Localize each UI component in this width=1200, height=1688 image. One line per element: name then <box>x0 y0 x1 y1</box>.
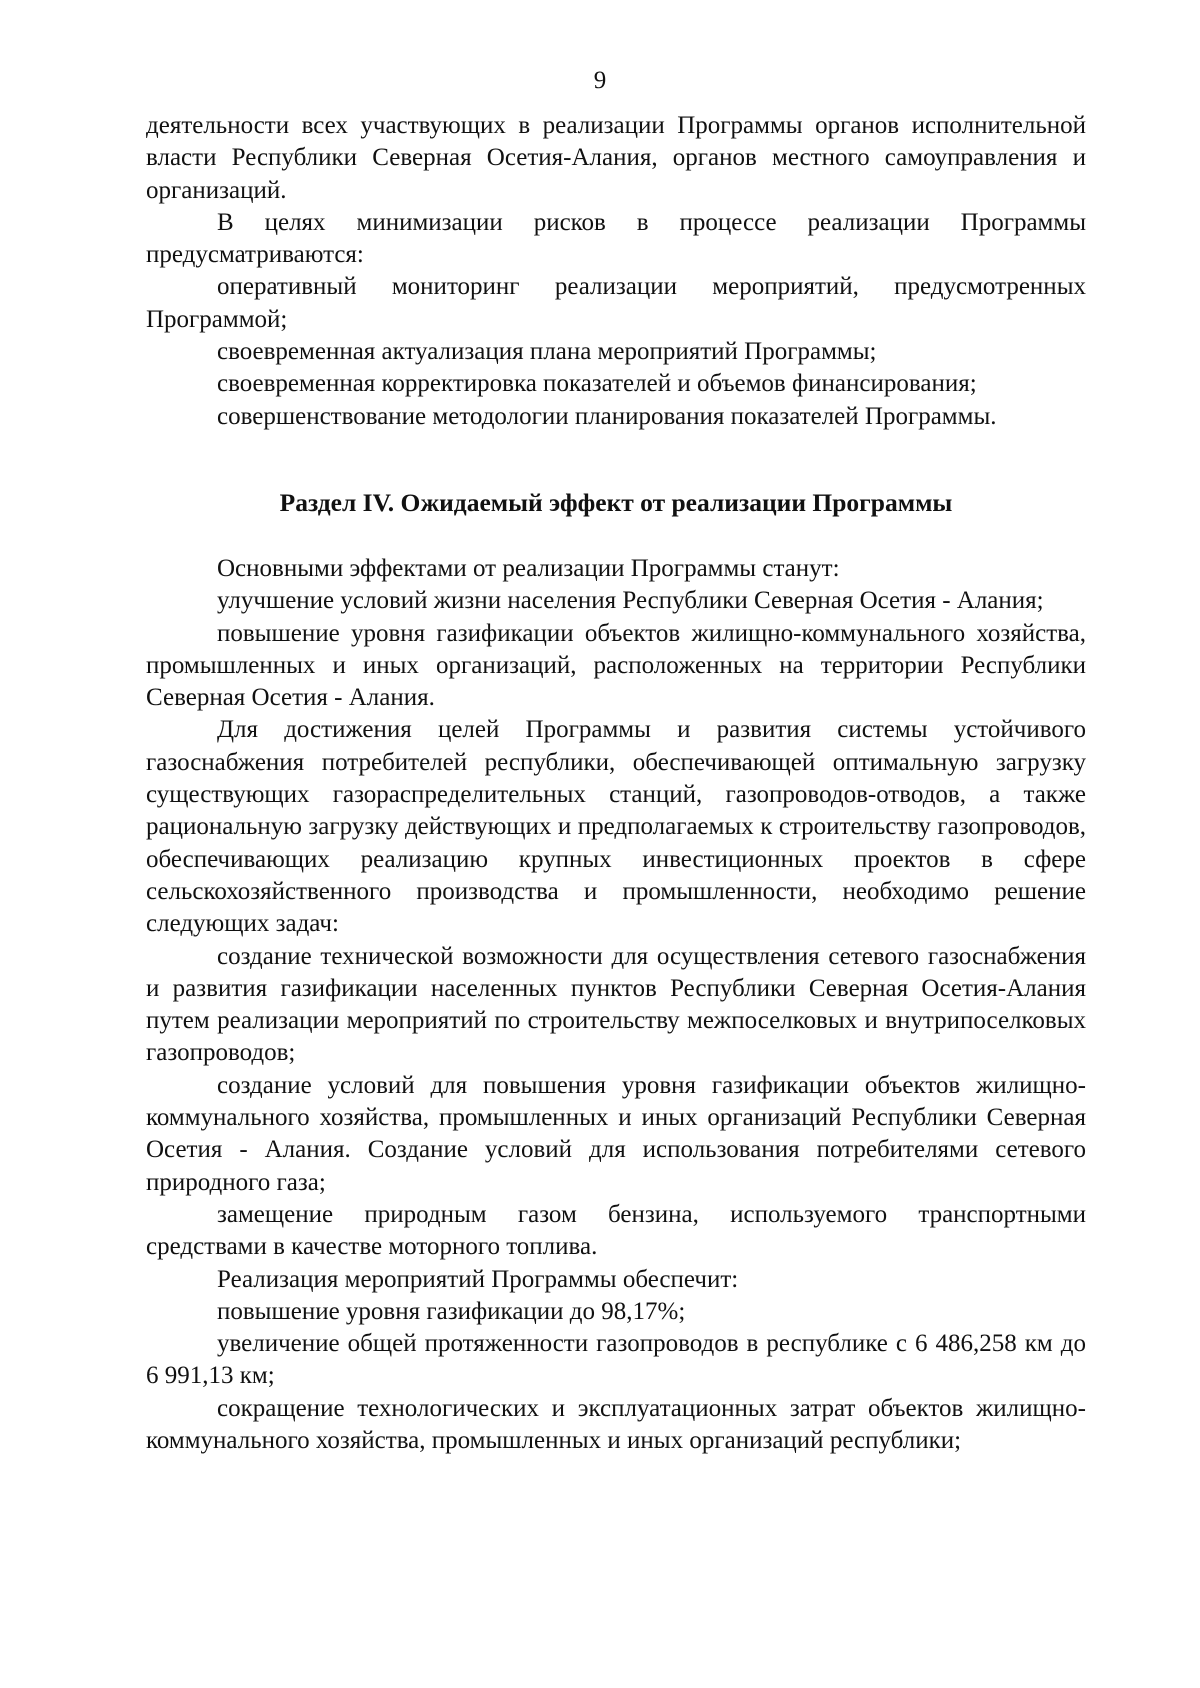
paragraph: деятельности всех участвующих в реализации Программы органов исполнительной власти Республики Северная Осетия-Алания, органов местного самоуправления и организаций. <box>146 112 1086 204</box>
list-item: своевременная актуализация плана мероприятий Программы; <box>217 338 877 366</box>
document-body <box>146 110 1086 1457</box>
list-item: замещение природным газом бензина, используемого транспортными средствами в качестве моторного топлива. <box>146 1200 1086 1261</box>
spacer <box>146 519 1086 553</box>
list-item: увеличение общей протяженности газопроводов в республике с 6 486,258 км до 6 991,13 км; <box>146 1330 1086 1390</box>
list-item: повышение уровня газификации до 98,17%; <box>217 1297 686 1325</box>
list-item: улучшение условий жизни населения Республики Северная Осетия - Алания; <box>217 587 1044 615</box>
paragraph: Реализация мероприятий Программы обеспечит: <box>217 1265 739 1293</box>
list-item: сокращение технологических и эксплуатационных затрат объектов жилищно-коммунального хозяйства, промышленных и иных организаций республики; <box>146 1394 1086 1454</box>
list-item: создание технической возможности для осуществления сетевого газоснабжения и развития газификации населенных пунктов Республики Северная Осетия-Алания путем реализации мероприятий по строительству межпоселковых и внутрипоселковых газопроводов; <box>146 942 1086 1067</box>
list-item: создание условий для повышения уровня газификации объектов жилищно-коммунального хозяйства, промышленных и иных организаций Республики Северная Осетия - Алания. Создание условий для использования потребителями сетевого природного газа; <box>146 1071 1086 1196</box>
page-number: 9 <box>593 67 607 94</box>
list-item: своевременная корректировка показателей и объемов финансирования; <box>217 370 977 398</box>
paragraph: В целях минимизации рисков в процессе реализации Программы предусматриваются: <box>146 208 1086 269</box>
section-heading: Раздел IV. Ожидаемый эффект от реализации Программы <box>279 487 953 517</box>
list-item: совершенствование методологии планирования показателей Программы. <box>217 402 997 430</box>
paragraph: Для достижения целей Программы и развития системы устойчивого газоснабжения потребителей республики, обеспечивающей оптимальную загрузку существующих газораспределительных станций, газопроводов-отводов, а также рациональную загрузку действующих и предполагаемых к строительству газопроводов, обеспечивающих реализацию крупных инвестиционных проектов в сфере сельскохозяйственного производства и промышленности, необходимо решение следующих задач: <box>146 716 1086 938</box>
spacer <box>146 433 1086 487</box>
list-item: повышение уровня газификации объектов жилищно-коммунального хозяйства, промышленных и иных организаций, расположенных на территории Республики Северная Осетия - Алания. <box>146 619 1086 712</box>
list-item: оперативный мониторинг реализации мероприятий, предусмотренных Программой; <box>146 273 1086 333</box>
paragraph: Основными эффектами от реализации Программы станут: <box>217 554 840 582</box>
